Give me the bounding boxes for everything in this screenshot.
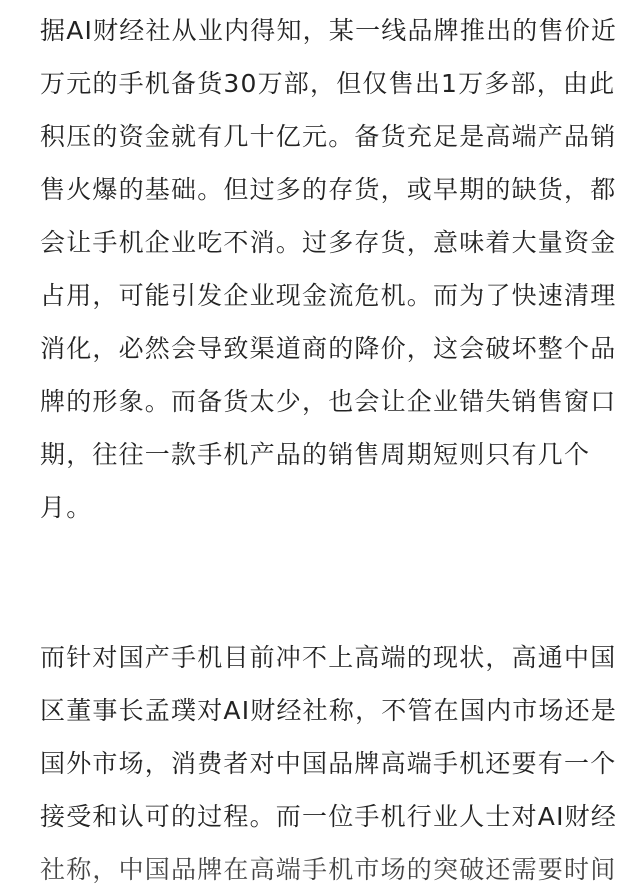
text-line: 期，往往一款手机产品的销售周期短则只有几个 [40, 440, 591, 469]
text-line: 月。 [40, 493, 93, 522]
text-line: 国外市场，消费者对中国品牌高端手机还要有一个 [40, 749, 617, 778]
text-line: 会让手机企业吃不消。过多存货，意味着大量资金 [40, 228, 617, 257]
text-line: 积压的资金就有几十亿元。备货充足是高端产品销 [40, 122, 617, 151]
partially-visible-text-line: 社称，中国品牌在高端手机市场的突破还需要时间 [40, 855, 617, 884]
paragraph-stock-risk [40, 0, 620, 534]
text-line: 万元的手机备货30万部，但仅售出1万多部，由此 [40, 69, 616, 98]
paragraph-high-end-market [40, 631, 620, 884]
article-body [40, 0, 620, 884]
text-line: 而针对国产手机目前冲不上高端的现状，高通中国 [40, 643, 617, 672]
text-line: 接受和认可的过程。而一位手机行业人士对AI财经 [40, 802, 618, 831]
text-line: 据AI财经社从业内得知，某一线品牌推出的售价近 [40, 16, 618, 45]
text-line: 消化，必然会导致渠道商的降价，这会破坏整个品 [40, 334, 617, 363]
text-line: 占用，可能引发企业现金流危机。而为了快速清理 [40, 281, 617, 310]
text-line: 售火爆的基础。但过多的存货，或早期的缺货，都 [40, 175, 617, 204]
text-line: 牌的形象。而备货太少，也会让企业错失销售窗口 [40, 387, 617, 416]
text-line: 区董事长孟璞对AI财经社称，不管在国内市场还是 [40, 696, 618, 725]
